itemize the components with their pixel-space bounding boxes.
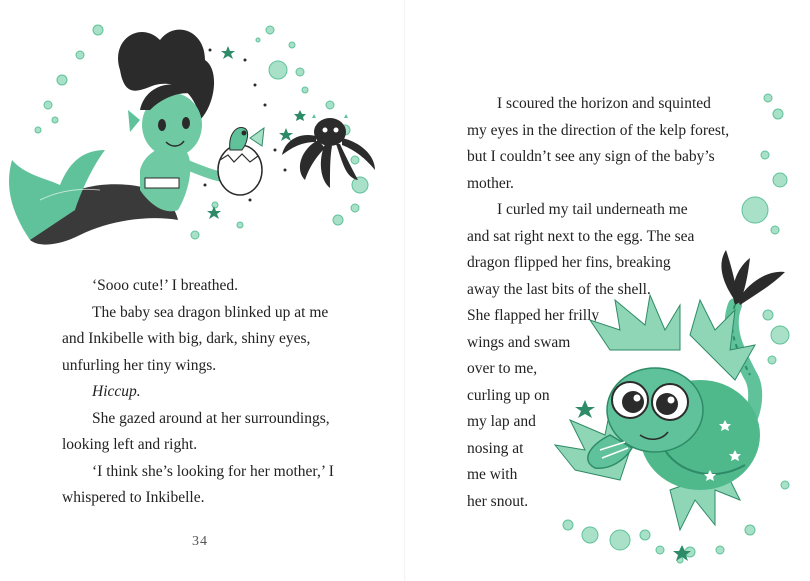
sea-dragon-illustration [550, 90, 808, 570]
text-line: and sat right next to the egg. The sea [467, 227, 695, 245]
text-line: my lap and [467, 413, 536, 430]
stars-left [207, 46, 306, 219]
text-line: unfurling her tiny wings. [62, 356, 217, 374]
text-line: my eyes in the direction of the kelp forest, [467, 121, 730, 139]
text-line: me with [467, 466, 518, 483]
mermaid-scene-illustration [0, 10, 400, 260]
text-line: ‘I think she’s looking for her mother,’ I [92, 462, 334, 480]
hatching-egg [218, 127, 264, 195]
text-line: The baby sea dragon blinked up at me [92, 303, 329, 321]
left-page-text [62, 273, 392, 512]
text-line: away the last bits of the shell. [467, 280, 651, 298]
text-line: Hiccup. [92, 383, 141, 400]
text-line: over to me, [467, 360, 538, 377]
page-number: 34 [192, 534, 208, 549]
text-line: dragon flipped her fins, breaking [467, 254, 671, 271]
text-line: looking left and right. [62, 436, 198, 453]
text-line: She flapped her frilly [467, 307, 600, 324]
text-line: curling up on [467, 386, 550, 404]
text-line: whispered to Inkibelle. [62, 489, 205, 506]
page-gutter [404, 0, 406, 581]
text-line: ‘Sooo cute!’ I breathed. [92, 277, 239, 294]
text-line: She gazed around at her surroundings, [92, 409, 330, 427]
text-line: nosing at [467, 439, 524, 457]
text-line: her snout. [467, 492, 529, 510]
text-line: and Inkibelle with big, dark, shiny eyes, [62, 330, 311, 347]
mermaid-head [118, 30, 214, 157]
text-line: I scoured the horizon and squinted [497, 95, 711, 112]
text-line: but I couldn’t see any sign of the baby’s [467, 148, 715, 165]
text-line: mother. [467, 174, 514, 192]
text-line: I curled my tail underneath me [497, 201, 688, 218]
text-line: wings and swam [467, 333, 571, 351]
